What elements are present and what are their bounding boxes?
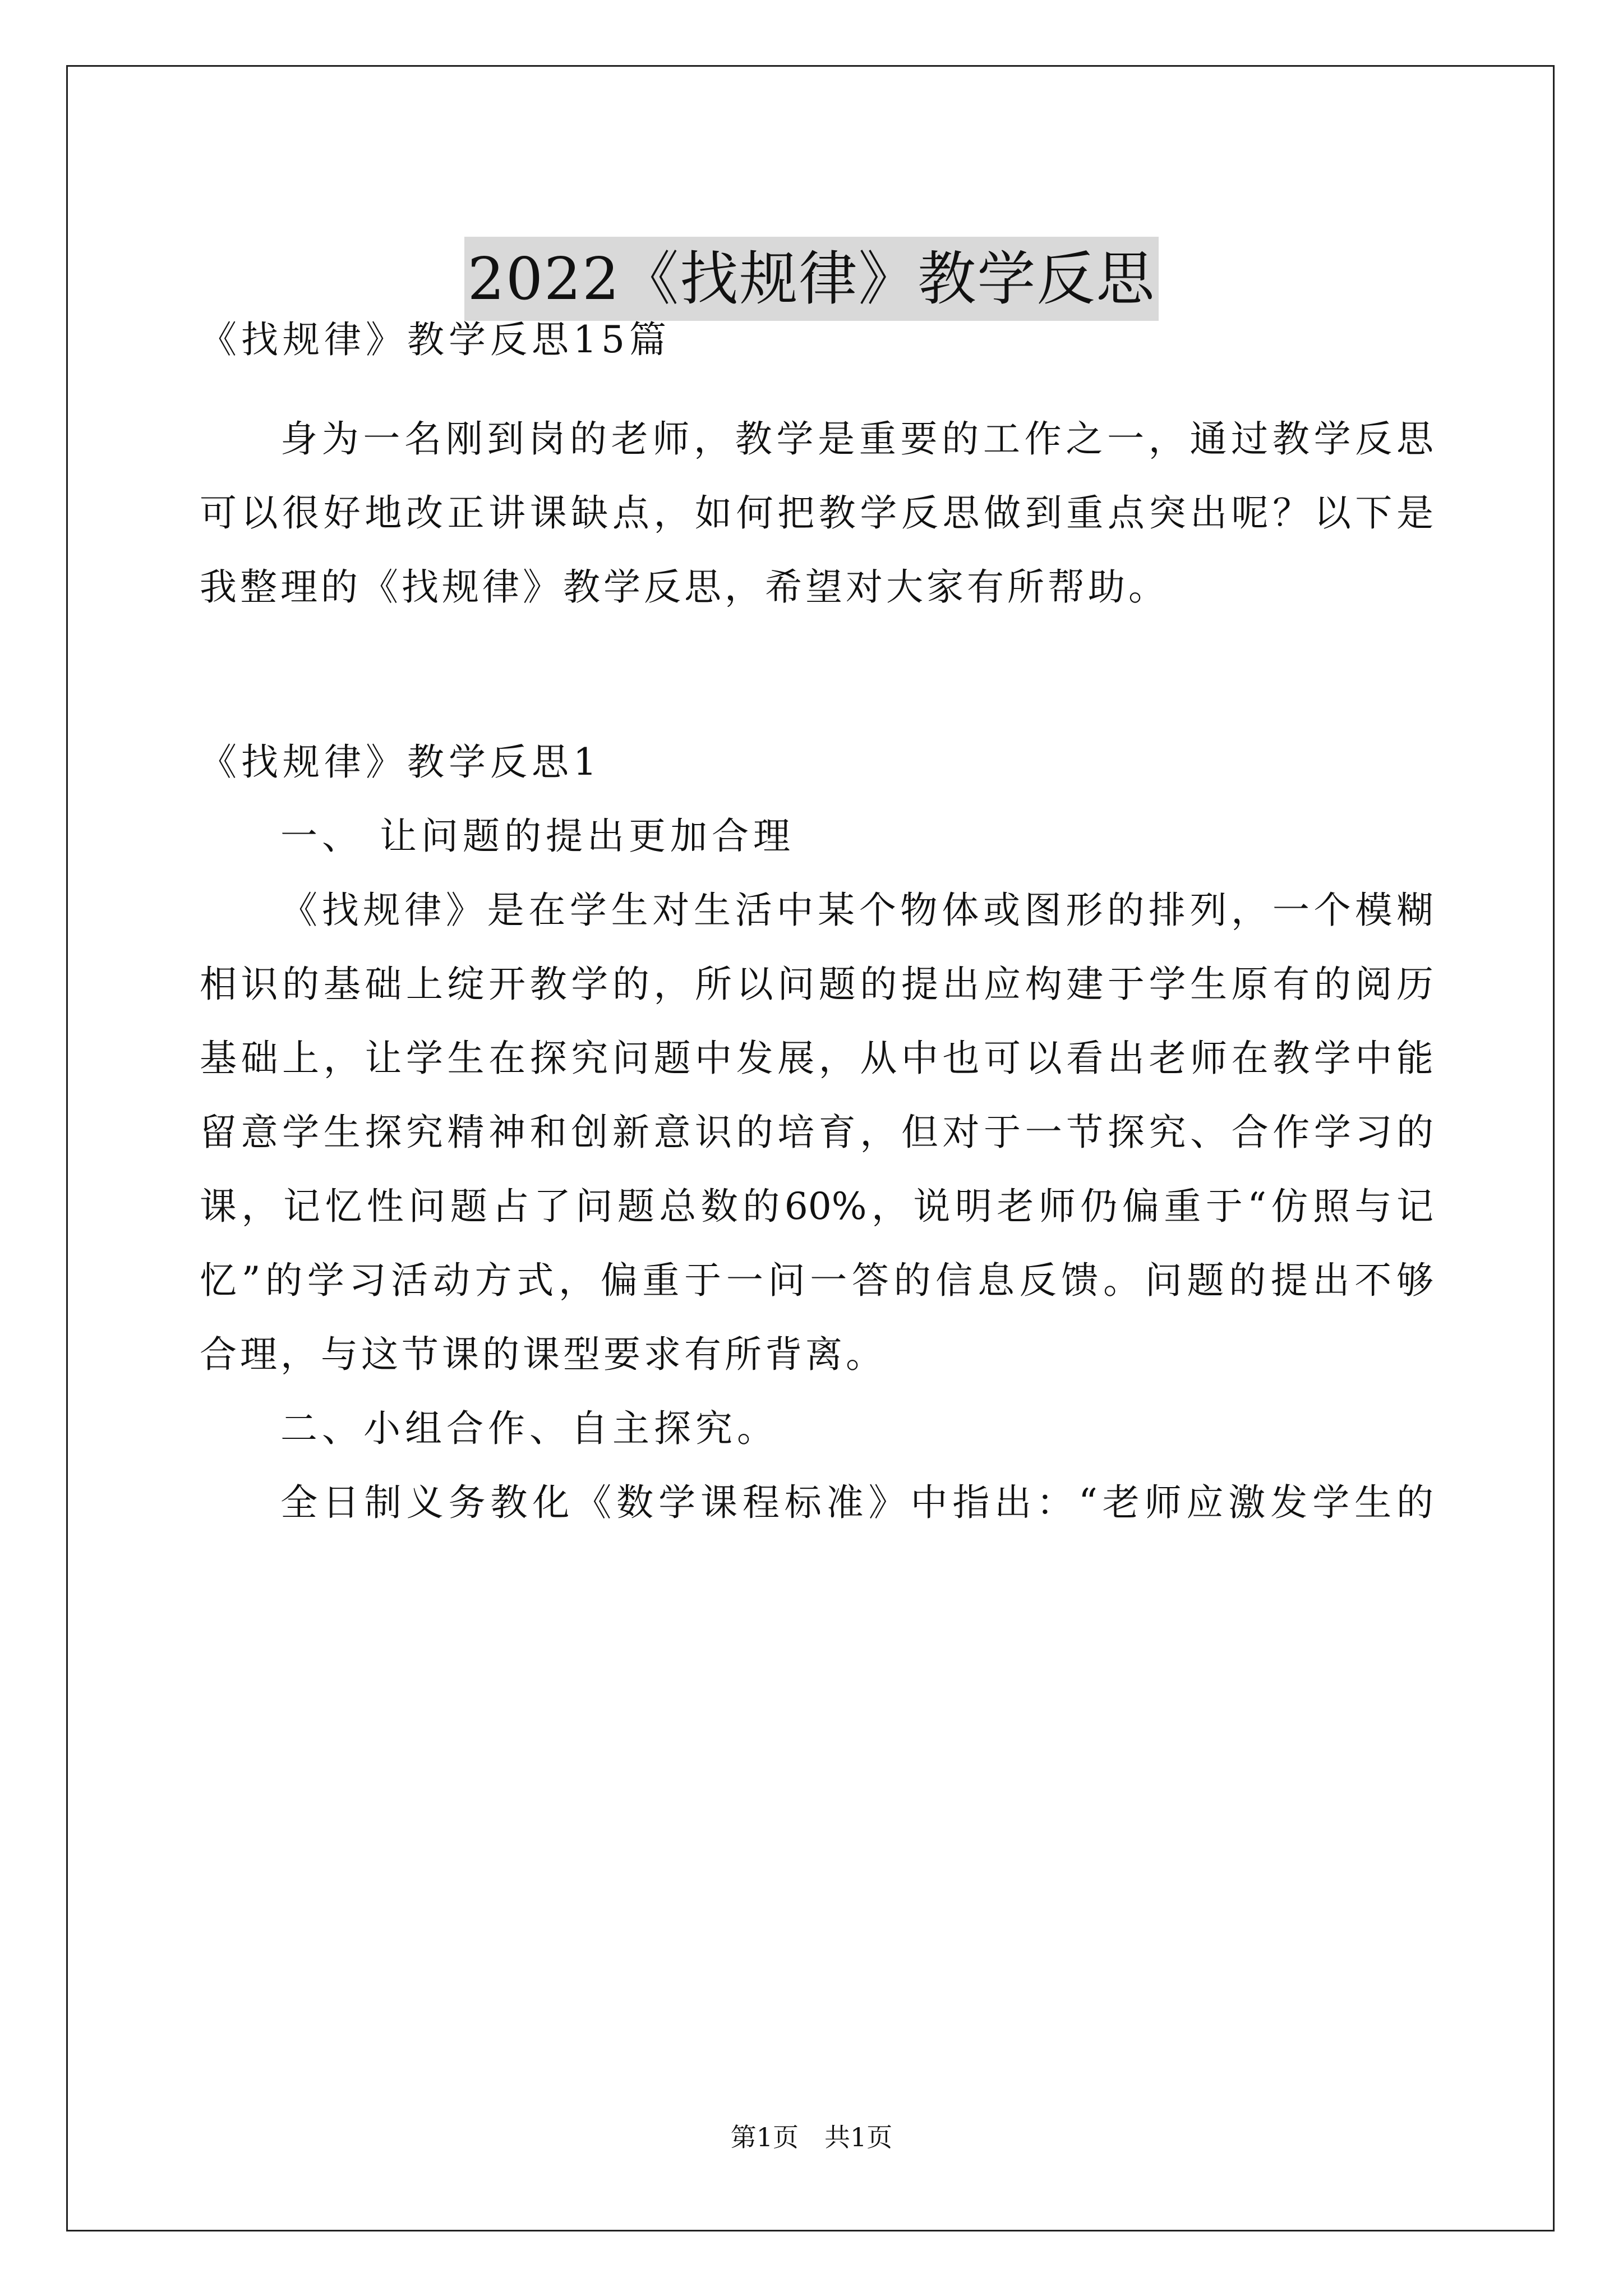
- document-subtitle: 《找规律》教学反思15篇: [200, 318, 671, 361]
- para1-line: 相识的基础上绽开教学的，所以问题的提出应构建于学生原有的阅历: [200, 963, 1433, 1006]
- point2-heading: 二、小组合作、自主探究。: [280, 1407, 778, 1450]
- page-footer: 第1页 共1页: [730, 2122, 893, 2152]
- point1-heading: 一、 让问题的提出更加合理: [280, 815, 795, 858]
- document-body: [200, 303, 1433, 1540]
- intro-line: 我整理的《找规律》教学反思，希望对大家有所帮助。: [200, 565, 1169, 609]
- para2-line: 全日制义务教化《数学课程标准》中指出：“老师应激发学生的: [280, 1481, 1433, 1524]
- para1-line: 课，记忆性问题占了问题总数的60%，说明老师仍偏重于“仿照与记: [200, 1185, 1433, 1228]
- para1-line: 留意学生探究精神和创新意识的培育，但对于一节探究、合作学习的: [200, 1111, 1433, 1154]
- intro-line: 可以很好地改正讲课缺点，如何把教学反思做到重点突出呢？以下是: [200, 491, 1433, 535]
- para1-line: 《找规律》是在学生对生活中某个物体或图形的排列，一个模糊: [280, 889, 1433, 932]
- document-title: 2022《找规律》教学反思: [464, 237, 1159, 321]
- intro-line: 身为一名刚到岗的老师，教学是重要的工作之一，通过教学反思: [280, 417, 1433, 461]
- para1-line: 忆”的学习活动方式，偏重于一问一答的信息反馈。问题的提出不够: [200, 1259, 1433, 1302]
- section-heading: 《找规律》教学反思1: [200, 740, 601, 784]
- para1-line: 基础上，让学生在探究问题中发展，从中也可以看出老师在教学中能: [200, 1037, 1433, 1080]
- para1-line: 合理，与这节课的课型要求有所背离。: [200, 1333, 886, 1376]
